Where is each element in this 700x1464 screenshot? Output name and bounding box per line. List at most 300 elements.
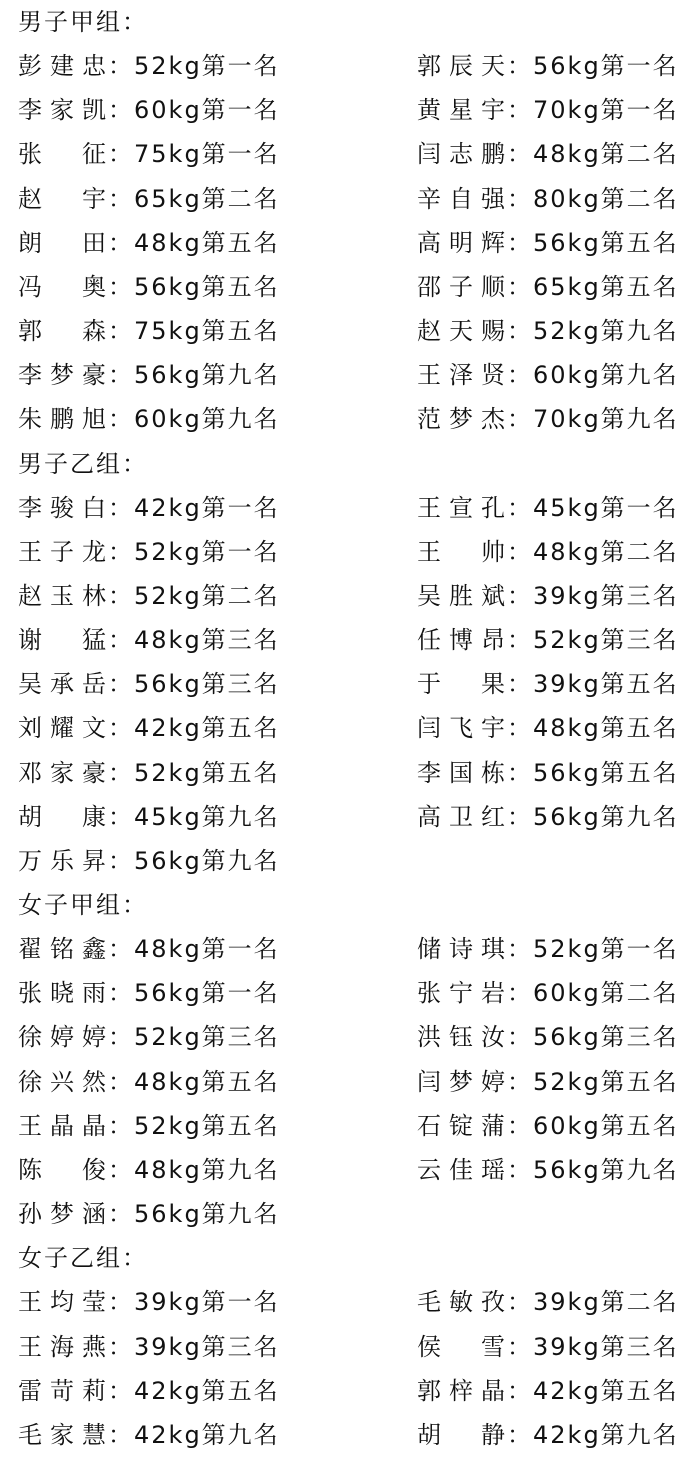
weight-class: 56kg: [533, 1155, 601, 1184]
athlete-name: 云佳瑶: [417, 1155, 507, 1184]
athlete-name: 吴承岳: [18, 670, 108, 699]
weight-class: 39kg: [134, 1288, 202, 1317]
separator: ：: [507, 184, 533, 213]
result-row: [0, 1060, 700, 1104]
result-row: [0, 706, 700, 750]
weight-class: 42kg: [134, 714, 202, 743]
athlete-name: 储诗琪: [417, 935, 507, 964]
separator: ：: [507, 317, 533, 346]
separator: ：: [507, 361, 533, 390]
placing: 第一名: [600, 493, 679, 522]
placing: 第一名: [600, 935, 679, 964]
result-entry: [417, 1148, 679, 1192]
athlete-name: 毛家慧: [18, 1420, 108, 1449]
weight-class: 52kg: [134, 1111, 202, 1140]
separator: ：: [507, 1376, 533, 1405]
result-entry: [417, 397, 679, 441]
group-heading-row: [0, 883, 700, 927]
result-row: [0, 88, 700, 132]
placing: 第九名: [201, 1200, 280, 1229]
result-row: [0, 1192, 700, 1236]
athlete-name: 高卫红: [417, 802, 507, 831]
weight-class: 39kg: [533, 1288, 601, 1317]
weight-class: 48kg: [533, 537, 601, 566]
weight-class: 48kg: [533, 140, 601, 169]
separator: ：: [108, 537, 134, 566]
separator: ：: [108, 1420, 134, 1449]
athlete-name: 朱鹏旭: [18, 405, 108, 434]
athlete-name: 李家凯: [18, 96, 108, 125]
placing: 第五名: [600, 758, 679, 787]
placing: 第三名: [600, 581, 679, 610]
separator: ：: [108, 935, 134, 964]
result-row: [0, 397, 700, 441]
result-entry: [18, 706, 280, 750]
athlete-name: 辛自强: [417, 184, 507, 213]
separator: ：: [507, 1111, 533, 1140]
placing: 第五名: [600, 670, 679, 699]
result-entry: [417, 132, 679, 176]
placing: 第五名: [201, 714, 280, 743]
athlete-name: 吴胜斌: [417, 581, 507, 610]
placing: 第五名: [201, 317, 280, 346]
result-entry: [417, 927, 679, 971]
placing: 第三名: [600, 626, 679, 655]
athlete-name: 朗田: [18, 228, 108, 257]
weight-class: 48kg: [134, 935, 202, 964]
weight-class: 75kg: [134, 317, 202, 346]
placing: 第九名: [600, 361, 679, 390]
weight-class: 45kg: [533, 493, 601, 522]
athlete-name: 侯雪: [417, 1332, 507, 1361]
placing: 第一名: [201, 979, 280, 1008]
result-entry: [18, 132, 280, 176]
weight-class: 56kg: [134, 846, 202, 875]
separator: ：: [507, 537, 533, 566]
placing: 第五名: [201, 228, 280, 257]
weight-class: 65kg: [533, 272, 601, 301]
result-row: [0, 971, 700, 1015]
weight-class: 42kg: [134, 493, 202, 522]
separator: ：: [108, 140, 134, 169]
athlete-name: 刘耀文: [18, 714, 108, 743]
separator: ：: [507, 272, 533, 301]
athlete-name: 翟铭鑫: [18, 935, 108, 964]
placing: 第九名: [201, 405, 280, 434]
athlete-name: 张征: [18, 140, 108, 169]
athlete-name: 黄星宇: [417, 96, 507, 125]
result-entry: [417, 353, 679, 397]
separator: ：: [507, 1288, 533, 1317]
result-row: [0, 1413, 700, 1457]
weight-class: 56kg: [533, 1023, 601, 1052]
separator: ：: [507, 1420, 533, 1449]
result-entry: [18, 44, 280, 88]
athlete-name: 范梦杰: [417, 405, 507, 434]
result-row: [0, 927, 700, 971]
result-entry: [417, 795, 679, 839]
athlete-name: 赵玉林: [18, 581, 108, 610]
placing: 第五名: [600, 228, 679, 257]
placing: 第三名: [201, 670, 280, 699]
separator: ：: [108, 405, 134, 434]
separator: ：: [108, 96, 134, 125]
result-entry: [417, 1060, 679, 1104]
separator: ：: [507, 140, 533, 169]
separator: ：: [507, 935, 533, 964]
placing: 第五名: [201, 272, 280, 301]
placing: 第五名: [201, 1067, 280, 1096]
weight-class: 65kg: [134, 184, 202, 213]
result-row: [0, 221, 700, 265]
weight-class: 60kg: [533, 361, 601, 390]
group-heading: 女子甲组：: [18, 891, 148, 919]
separator: ：: [507, 1155, 533, 1184]
result-entry: [18, 795, 280, 839]
athlete-name: 王宣孔: [417, 493, 507, 522]
result-entry: [18, 1148, 280, 1192]
result-entry: [18, 1369, 280, 1413]
athlete-name: 李梦豪: [18, 361, 108, 390]
athlete-name: 雷苛莉: [18, 1376, 108, 1405]
athlete-name: 王晶晶: [18, 1111, 108, 1140]
result-entry: [417, 706, 679, 750]
weight-class: 48kg: [134, 228, 202, 257]
placing: 第九名: [600, 1155, 679, 1184]
separator: ：: [507, 979, 533, 1008]
separator: ：: [108, 626, 134, 655]
separator: ：: [108, 1023, 134, 1052]
weight-class: 52kg: [533, 1067, 601, 1096]
separator: ：: [108, 361, 134, 390]
separator: ：: [507, 96, 533, 125]
result-entry: [18, 177, 280, 221]
separator: ：: [108, 758, 134, 787]
weight-class: 56kg: [533, 52, 601, 81]
placing: 第五名: [201, 1111, 280, 1140]
placing: 第一名: [201, 935, 280, 964]
separator: ：: [507, 228, 533, 257]
placing: 第二名: [201, 184, 280, 213]
separator: ：: [108, 581, 134, 610]
result-row: [0, 574, 700, 618]
placing: 第五名: [600, 1111, 679, 1140]
result-row: [0, 1148, 700, 1192]
athlete-name: 胡康: [18, 802, 108, 831]
placing: 第九名: [201, 1155, 280, 1184]
result-row: [0, 1369, 700, 1413]
placing: 第二名: [600, 537, 679, 566]
result-entry: [417, 265, 679, 309]
result-entry: [417, 574, 679, 618]
result-row: [0, 1325, 700, 1369]
weight-class: 56kg: [533, 802, 601, 831]
placing: 第二名: [600, 979, 679, 1008]
weight-class: 52kg: [134, 581, 202, 610]
group-heading: 女子乙组：: [18, 1244, 148, 1273]
weight-class: 56kg: [533, 758, 601, 787]
result-entry: [18, 971, 280, 1015]
result-entry: [18, 397, 280, 441]
result-row: [0, 839, 700, 883]
result-entry: [18, 309, 280, 353]
weight-class: 52kg: [533, 626, 601, 655]
weight-class: 75kg: [134, 140, 202, 169]
athlete-name: 郭森: [18, 317, 108, 346]
result-entry: [18, 486, 280, 530]
result-entry: [417, 1325, 679, 1369]
separator: ：: [108, 979, 134, 1008]
result-entry: [18, 574, 280, 618]
placing: 第二名: [600, 1288, 679, 1317]
weight-class: 60kg: [134, 96, 202, 125]
weight-class: 39kg: [533, 1332, 601, 1361]
placing: 第五名: [201, 758, 280, 787]
result-entry: [18, 662, 280, 706]
weight-class: 39kg: [533, 581, 601, 610]
athlete-name: 孙梦涵: [18, 1200, 108, 1229]
placing: 第九名: [201, 361, 280, 390]
athlete-name: 邵子顺: [417, 272, 507, 301]
result-entry: [417, 971, 679, 1015]
result-entry: [417, 618, 679, 662]
result-entry: [417, 177, 679, 221]
result-entry: [417, 221, 679, 265]
result-row: [0, 132, 700, 176]
result-row: [0, 1015, 700, 1059]
result-entry: [18, 221, 280, 265]
result-entry: [417, 44, 679, 88]
separator: ：: [507, 581, 533, 610]
separator: ：: [108, 802, 134, 831]
result-entry: [417, 751, 679, 795]
weight-class: 42kg: [134, 1420, 202, 1449]
separator: ：: [108, 52, 134, 81]
placing: 第一名: [201, 493, 280, 522]
weight-class: 39kg: [134, 1332, 202, 1361]
separator: ：: [507, 1067, 533, 1096]
placing: 第三名: [201, 626, 280, 655]
result-row: [0, 795, 700, 839]
result-row: [0, 751, 700, 795]
athlete-name: 李国栋: [417, 758, 507, 787]
placing: 第二名: [600, 184, 679, 213]
placing: 第九名: [600, 405, 679, 434]
placing: 第三名: [201, 1332, 280, 1361]
athlete-name: 王泽贤: [417, 361, 507, 390]
separator: ：: [108, 1288, 134, 1317]
placing: 第二名: [201, 581, 280, 610]
athlete-name: 闫志鹏: [417, 140, 507, 169]
athlete-name: 张宁岩: [417, 979, 507, 1008]
weight-class: 48kg: [533, 714, 601, 743]
weight-class: 52kg: [134, 52, 202, 81]
placing: 第五名: [600, 272, 679, 301]
weight-class: 52kg: [134, 758, 202, 787]
weight-class: 70kg: [533, 405, 601, 434]
weight-class: 80kg: [533, 184, 601, 213]
weight-class: 48kg: [134, 626, 202, 655]
group-heading-row: [0, 1236, 700, 1280]
weight-class: 48kg: [134, 1067, 202, 1096]
weight-class: 52kg: [533, 935, 601, 964]
result-entry: [18, 618, 280, 662]
placing: 第一名: [201, 140, 280, 169]
placing: 第五名: [600, 1067, 679, 1096]
weight-class: 52kg: [134, 1023, 202, 1052]
separator: ：: [108, 317, 134, 346]
separator: ：: [108, 1111, 134, 1140]
separator: ：: [507, 1332, 533, 1361]
placing: 第一名: [600, 96, 679, 125]
result-entry: [18, 1015, 280, 1059]
result-entry: [417, 1280, 679, 1324]
athlete-name: 郭梓晶: [417, 1376, 507, 1405]
result-row: [0, 353, 700, 397]
result-entry: [18, 1192, 280, 1236]
athlete-name: 万乐昇: [18, 846, 108, 875]
separator: ：: [108, 846, 134, 875]
athlete-name: 徐婷婷: [18, 1023, 108, 1052]
result-entry: [417, 88, 679, 132]
placing: 第一名: [201, 1288, 280, 1317]
athlete-name: 张晓雨: [18, 979, 108, 1008]
separator: ：: [507, 670, 533, 699]
placing: 第一名: [201, 96, 280, 125]
athlete-name: 郭辰天: [417, 52, 507, 81]
result-row: [0, 177, 700, 221]
separator: ：: [507, 52, 533, 81]
result-entry: [18, 1325, 280, 1369]
separator: ：: [108, 714, 134, 743]
athlete-name: 陈俊: [18, 1155, 108, 1184]
result-entry: [18, 927, 280, 971]
result-row: [0, 1104, 700, 1148]
placing: 第三名: [201, 1023, 280, 1052]
placing: 第三名: [600, 1023, 679, 1052]
result-entry: [18, 88, 280, 132]
separator: ：: [108, 228, 134, 257]
athlete-name: 王子龙: [18, 537, 108, 566]
result-row: [0, 486, 700, 530]
result-row: [0, 44, 700, 88]
placing: 第九名: [600, 802, 679, 831]
athlete-name: 胡静: [417, 1420, 507, 1449]
result-entry: [417, 486, 679, 530]
result-entry: [18, 839, 280, 883]
weight-class: 52kg: [134, 537, 202, 566]
weight-class: 39kg: [533, 670, 601, 699]
placing: 第一名: [600, 52, 679, 81]
athlete-name: 赵天赐: [417, 317, 507, 346]
placing: 第三名: [600, 1332, 679, 1361]
result-row: [0, 309, 700, 353]
weight-class: 42kg: [533, 1420, 601, 1449]
weight-class: 56kg: [134, 272, 202, 301]
separator: ：: [108, 1155, 134, 1184]
athlete-name: 赵宇: [18, 184, 108, 213]
result-entry: [417, 1413, 679, 1457]
separator: ：: [108, 670, 134, 699]
weight-class: 70kg: [533, 96, 601, 125]
result-entry: [417, 530, 679, 574]
weight-class: 48kg: [134, 1155, 202, 1184]
placing: 第五名: [201, 1376, 280, 1405]
result-entry: [18, 751, 280, 795]
weight-class: 56kg: [134, 361, 202, 390]
athlete-name: 闫梦婷: [417, 1067, 507, 1096]
athlete-name: 李骏白: [18, 493, 108, 522]
athlete-name: 王海燕: [18, 1332, 108, 1361]
group-heading: 男子甲组：: [18, 8, 148, 36]
group-heading: 男子乙组：: [18, 449, 148, 478]
weight-class: 56kg: [134, 670, 202, 699]
result-entry: [417, 1369, 679, 1413]
athlete-name: 冯奥: [18, 272, 108, 301]
weight-class: 60kg: [533, 979, 601, 1008]
placing: 第一名: [201, 537, 280, 566]
weight-class: 56kg: [134, 1200, 202, 1229]
placing: 第九名: [201, 802, 280, 831]
athlete-name: 徐兴然: [18, 1067, 108, 1096]
result-entry: [18, 1413, 280, 1457]
placing: 第二名: [600, 140, 679, 169]
result-entry: [417, 309, 679, 353]
placing: 第九名: [600, 317, 679, 346]
separator: ：: [507, 626, 533, 655]
result-entry: [417, 1015, 679, 1059]
athlete-name: 石锭蒲: [417, 1111, 507, 1140]
athlete-name: 洪钰汝: [417, 1023, 507, 1052]
result-entry: [18, 353, 280, 397]
result-row: [0, 618, 700, 662]
result-row: [0, 662, 700, 706]
result-entry: [18, 1104, 280, 1148]
athlete-name: 闫飞宇: [417, 714, 507, 743]
athlete-name: 彭建忠: [18, 52, 108, 81]
athlete-name: 谢猛: [18, 626, 108, 655]
separator: ：: [108, 1067, 134, 1096]
placing: 第九名: [600, 1420, 679, 1449]
athlete-name: 任博昂: [417, 626, 507, 655]
placing: 第五名: [600, 714, 679, 743]
athlete-name: 毛敏孜: [417, 1288, 507, 1317]
result-row: [0, 1280, 700, 1324]
separator: ：: [108, 1200, 134, 1229]
athlete-name: 高明辉: [417, 228, 507, 257]
result-row: [0, 265, 700, 309]
placing: 第五名: [600, 1376, 679, 1405]
separator: ：: [507, 758, 533, 787]
separator: ：: [108, 1332, 134, 1361]
placing: 第九名: [201, 1420, 280, 1449]
separator: ：: [108, 1376, 134, 1405]
weight-class: 45kg: [134, 802, 202, 831]
group-heading-row: [0, 0, 700, 44]
weight-class: 60kg: [134, 405, 202, 434]
athlete-name: 王帅: [417, 537, 507, 566]
separator: ：: [108, 272, 134, 301]
athlete-name: 王均莹: [18, 1288, 108, 1317]
result-entry: [417, 662, 679, 706]
athlete-name: 于果: [417, 670, 507, 699]
result-row: [0, 530, 700, 574]
weight-class: 42kg: [533, 1376, 601, 1405]
weight-class: 52kg: [533, 317, 601, 346]
result-entry: [18, 1060, 280, 1104]
separator: ：: [507, 802, 533, 831]
separator: ：: [507, 405, 533, 434]
